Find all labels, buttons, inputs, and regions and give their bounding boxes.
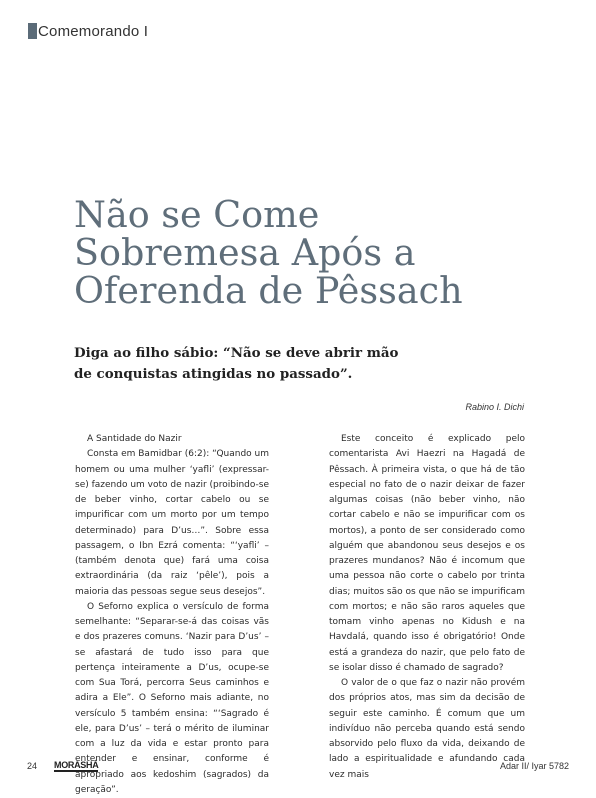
article-subtitle <box>74 343 398 385</box>
section-label: Comemorando I <box>38 22 149 40</box>
subtitle-line: Diga ao filho sábio: “Não se deve abrir mão <box>74 345 399 361</box>
section-tag <box>28 22 148 40</box>
article-column-right <box>329 432 525 783</box>
subtitle-line: de conquistas atingidas no passado”. <box>74 366 353 382</box>
title-line: Oferenda de Pêssach <box>74 269 463 312</box>
issue-date: Adar II/ Iyar 5782 <box>499 761 569 771</box>
title-line: Sobremesa Após a <box>74 231 416 274</box>
paragraph: O valor de o que faz o nazir não provém dos próprios atos, mas sim da decisão de seguir este caminho. É comum que um indivíduo não perceba quando está sendo absorvido pelo fluxo da vida, deixando de lado a espiritualidade e afundando cada vez mais <box>329 678 525 780</box>
section-marker <box>28 23 37 39</box>
article-title <box>74 193 463 312</box>
title-line: Não se Come <box>74 193 320 236</box>
paragraph: Este conceito é explicado pelo comentarista Avi Haezri na Hagadá de Pêssach. À primeira vista, o que há de tão especial no fato de o nazir deixar de fazer algumas coisas (não beber vinho, não cortar cabelo e não se impurificar com os mortos), a ponto de ser considerado como alguém que abandonou seus desejos e os prazeres mundanos? Não é incomum que uma pessoa não corte o cabelo por trinta dias; muitos são os que não se impurificam com mortos; e não são raros aqueles que tomam vinho apenas no Kidush e na Havdalá, quando isso é obrigatório! Onde está a grandeza do nazir, que pelo fato de se isolar disso é chamado de sagrado? <box>329 434 525 673</box>
article-column-left <box>75 432 269 798</box>
paragraph: Consta em Bamidbar (6:2): “Quando um homem ou uma mulher ‘yafli’ (expressar-se) fazendo um voto de nazir (proibindo-se de beber vinho, cortar cabelo ou se impurificar com um morto por um tempo determinado) para D’us…”. Sobre essa passagem, o Ibn Ezrá comenta: “‘yafli’ – (também denota que) fará uma coisa extraordinária (da raiz ‘pêle’), pois a maioria das pessoas segue seus desejos”. <box>75 449 270 597</box>
paragraph: O Seforno explica o versículo de forma semelhante: “Separar-se-á das coisas vãs e dos prazeres comuns. ‘Nazir para D’us’ – se afastará de tudo isso para que pertença inteiramente a D’us, ocupe-se com Sua Torá, percorra Seus caminhos e adira a Ele”. O Seforno mais adiante, no versículo 5 também ensina: “‘Sagrado é ele, para D’us’ – terá o mérito de iluminar com a luz da vida e estar pronto para entender e ensinar, conforme é apropriado aos kedoshim (sagrados) da geração”. <box>75 601 269 795</box>
author-byline: Rabino I. Dichi <box>465 402 524 412</box>
section-heading: A Santidade do Nazir <box>87 434 182 444</box>
page-number: 24 <box>27 761 38 771</box>
magazine-logo: MORASHÁ <box>54 760 99 770</box>
